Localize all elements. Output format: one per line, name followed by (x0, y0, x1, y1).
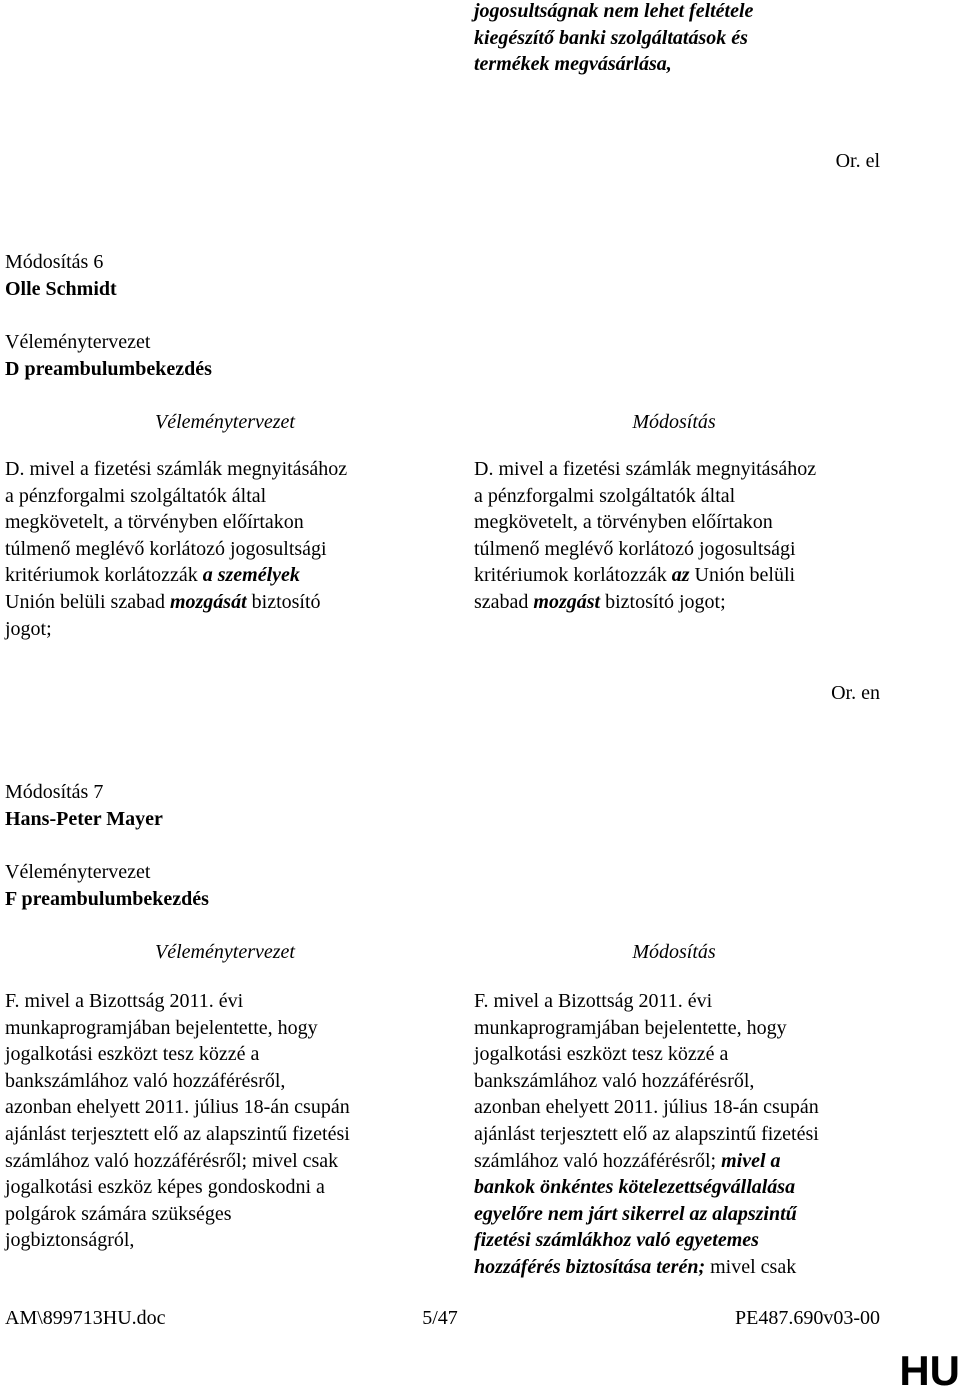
text-line (5, 1015, 445, 1042)
text-run: azonban ehelyett 2011. július 18-án csupán (474, 1096, 819, 1119)
text-line (5, 509, 445, 536)
text-line (5, 1094, 445, 1121)
text-run: jogalkotási eszközt tesz közzé a (474, 1043, 729, 1066)
text-line (474, 1094, 914, 1121)
original-language-el: Or. el (835, 150, 880, 172)
text-run: szabad (474, 590, 534, 613)
target-section: F preambulumbekezdés (5, 887, 209, 910)
text-run: túlmenő meglévő korlátozó jogosultsági (474, 537, 796, 560)
text-line (474, 1015, 914, 1042)
text-line (474, 1121, 914, 1148)
text-run: ajánlást terjesztett elő az alapszintű fizetési (5, 1122, 350, 1145)
right-column-header: Módosítás (632, 941, 716, 963)
footer-page-number: 5/47 (422, 1307, 458, 1329)
text-line (5, 536, 445, 563)
amended-text-run: hozzáférés biztosítása terén; (474, 1255, 706, 1278)
text-run: kritériumok korlátozzák (474, 564, 672, 587)
text-line (5, 1041, 445, 1068)
text-run: F. mivel a Bizottság 2011. évi (474, 990, 713, 1012)
text-line (5, 562, 445, 589)
text-line (474, 589, 914, 616)
amended-text-run: az (671, 564, 690, 587)
amendment-author: Olle Schmidt (5, 277, 117, 300)
target-doc-type: Véleménytervezet (5, 861, 151, 883)
text-run: polgárok számára szükséges (5, 1202, 232, 1225)
text-run: Unión belüli szabad (5, 590, 170, 613)
text-run: jogbiztonságról, (5, 1229, 135, 1252)
text-line (5, 1121, 445, 1148)
amendment-6-original-text (5, 456, 445, 642)
amendment-7-original-text (5, 988, 445, 1254)
text-line (5, 1148, 445, 1175)
amended-text-run: mozgását (169, 590, 247, 613)
text-line (474, 988, 914, 1015)
text-run: jogalkotási eszközt tesz közzé a (5, 1043, 260, 1066)
text-run: F. mivel a Bizottság 2011. évi (5, 990, 244, 1012)
amended-text-run: mivel a (721, 1149, 781, 1172)
text-line (5, 1227, 445, 1254)
amendment-6-target (5, 329, 505, 382)
amended-text-run: egyelőre nem járt sikerrel az alapszintű (474, 1202, 797, 1225)
text-run: azonban ehelyett 2011. július 18-án csupán (5, 1096, 350, 1119)
footer-language-code: HU (899, 1347, 960, 1394)
text-run: bankszámlához való hozzáférésről, (474, 1069, 755, 1092)
text-run: biztosító (246, 590, 321, 613)
amendment-6-amended-text (474, 456, 914, 616)
text-line (474, 1254, 914, 1281)
text-run: számlához való hozzáférésről; (474, 1149, 722, 1172)
top-fragment-line: kiegészítő banki szolgáltatások és (474, 26, 748, 49)
left-column-header: Véleménytervezet (155, 411, 295, 433)
target-section: D preambulumbekezdés (5, 357, 212, 380)
text-line (5, 456, 445, 483)
right-column-header: Módosítás (632, 411, 716, 433)
text-line (5, 483, 445, 510)
text-line (5, 616, 445, 643)
text-line (5, 589, 445, 616)
text-line (474, 1041, 914, 1068)
text-run: biztosító jogot; (600, 590, 726, 613)
text-run: a pénzforgalmi szolgáltatók által (5, 484, 267, 507)
text-run: D. mivel a fizetési számlák megnyitásához (5, 458, 348, 480)
text-line (474, 1174, 914, 1201)
top-fragment-line: termékek megvásárlása, (474, 53, 672, 76)
text-run: Unión belüli (689, 564, 796, 587)
text-line (5, 1201, 445, 1228)
text-run: munkaprogramjában bejelentette, hogy (5, 1016, 318, 1039)
text-run: számlához való hozzáférésről; mivel csak (5, 1149, 339, 1172)
amendment-7-target (5, 859, 505, 912)
left-column-header: Véleménytervezet (155, 941, 295, 963)
text-run: bankszámlához való hozzáférésről, (5, 1069, 286, 1092)
footer-doc-ref: AM\899713HU.doc (5, 1307, 166, 1329)
text-run: túlmenő meglévő korlátozó jogosultsági (5, 537, 327, 560)
text-run: ajánlást terjesztett elő az alapszintű fizetési (474, 1122, 819, 1145)
text-line (474, 456, 914, 483)
text-line (474, 1201, 914, 1228)
text-run: mivel csak (705, 1255, 797, 1278)
text-line (474, 483, 914, 510)
amended-text-run: bankok önkéntes kötelezettségvállalása (474, 1176, 796, 1199)
amended-text-run: a személyek (202, 564, 300, 587)
text-line (5, 1174, 445, 1201)
amendment-7-amended-text (474, 988, 914, 1281)
text-line (474, 509, 914, 536)
amendment-number: Módosítás 7 (5, 781, 104, 803)
text-run: a pénzforgalmi szolgáltatók által (474, 484, 736, 507)
text-line (474, 1148, 914, 1175)
text-line (5, 1068, 445, 1095)
amended-text-run: fizetési számlákhoz való egyetemes (474, 1229, 759, 1252)
top-fragment-line: jogosultságnak nem lehet feltétele (474, 0, 754, 22)
text-run: D. mivel a fizetési számlák megnyitásához (474, 458, 817, 480)
text-run: jogalkotási eszköz képes gondoskodni a (5, 1176, 325, 1199)
amendment-7-heading (5, 779, 505, 832)
text-run: megkövetelt, a törvényben előírtakon (5, 511, 304, 534)
text-line (474, 562, 914, 589)
text-run: megkövetelt, a törvényben előírtakon (474, 511, 773, 534)
amended-text-run: mozgást (533, 590, 601, 613)
text-run: jogot; (5, 617, 52, 640)
text-line (474, 1068, 914, 1095)
top-fragment (474, 0, 934, 78)
text-run: kritériumok korlátozzák (5, 564, 203, 587)
text-line (5, 988, 445, 1015)
target-doc-type: Véleménytervezet (5, 331, 151, 353)
footer-pe-ref: PE487.690v03-00 (735, 1307, 880, 1329)
amendment-number: Módosítás 6 (5, 251, 104, 273)
text-line (474, 1227, 914, 1254)
original-language-en: Or. en (831, 682, 880, 704)
amendment-author: Hans-Peter Mayer (5, 807, 163, 830)
text-line (474, 536, 914, 563)
amendment-6-heading (5, 249, 505, 302)
text-run: munkaprogramjában bejelentette, hogy (474, 1016, 787, 1039)
